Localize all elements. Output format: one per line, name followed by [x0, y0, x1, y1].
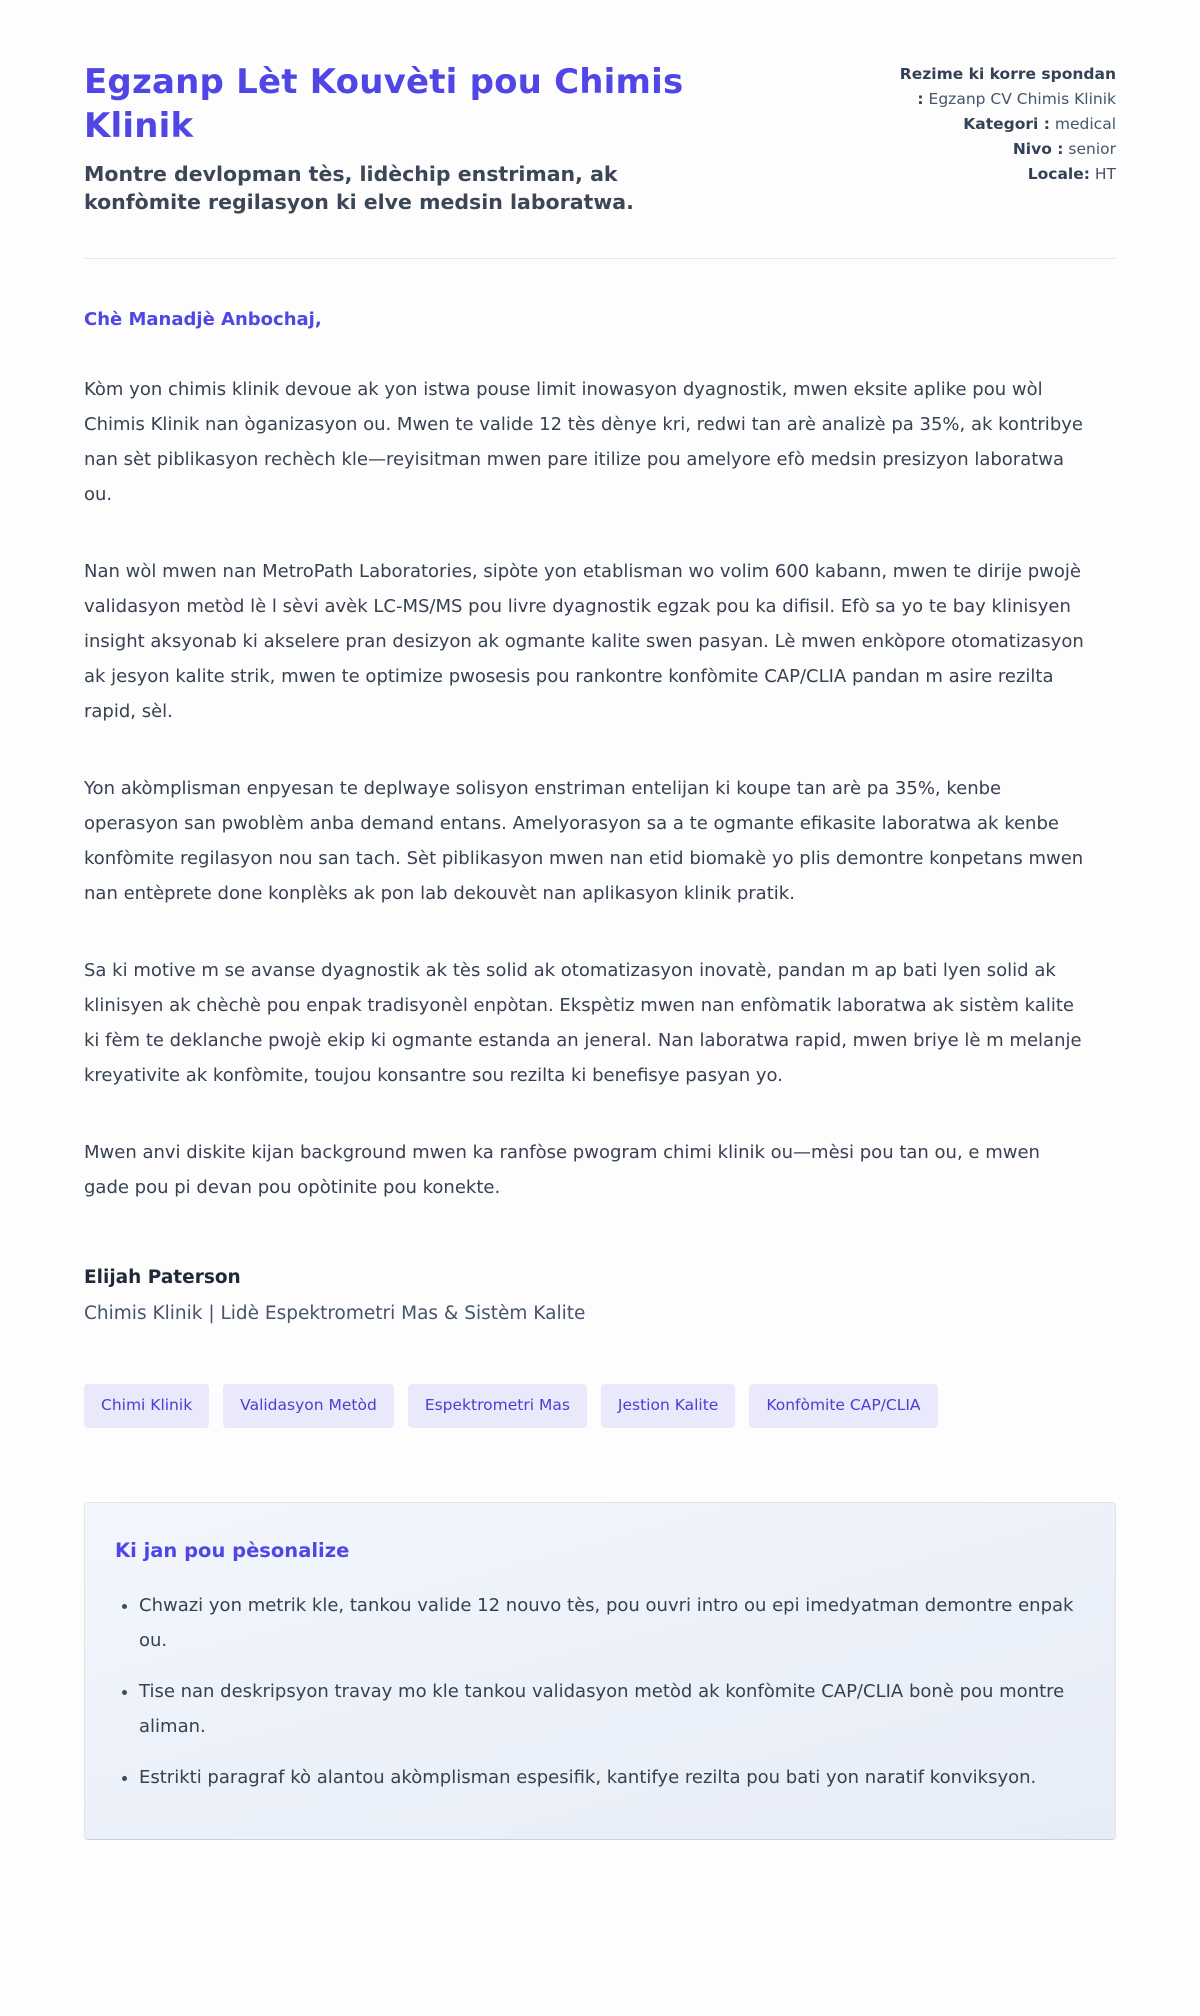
meta-level — [854, 137, 1116, 162]
tag-chip: Validasyon Metòd — [223, 1384, 394, 1428]
meta-resume-colon: : — [917, 90, 924, 108]
signature-name: Elijah Paterson — [84, 1267, 241, 1288]
meta-level-label: Nivo : — [1012, 140, 1064, 158]
tag-chip: Jestion Kalite — [601, 1384, 735, 1428]
tips-heading: Ki jan pou pèsonalize — [115, 1538, 350, 1562]
letter-paragraph: Mwen anvi diskite kijan background mwen ka ranfòse pwogram chimi klinik ou—mèsi pou tan ou, e mwen gade pou pi devan pou opòtinite pou konekte. — [84, 1142, 1040, 1198]
meta-resume-value: Egzanp CV Chimis Klinik — [928, 90, 1116, 108]
page-title: Egzanp Lèt Kouvèti pou Chimis Klinik — [84, 62, 684, 146]
letter-body — [84, 309, 1116, 1324]
tip-item: • Tise nan deskripsyon travay mo kle tankou validasyon metòd ak konfòmite CAP/CLIA bonè pou montre aliman. — [139, 1674, 1075, 1744]
tag-chip: Espektrometri Mas — [408, 1384, 587, 1428]
tips-list — [115, 1588, 1075, 1795]
cover-letter-page — [84, 0, 1116, 1840]
header-divider — [84, 258, 1116, 259]
tag-chip: Chimi Klinik — [84, 1384, 209, 1428]
skill-tags — [84, 1384, 1116, 1428]
title-block — [84, 60, 684, 216]
meta-resume-label: Rezime ki korre spondan — [899, 65, 1116, 83]
meta-category — [854, 112, 1116, 137]
letter-paragraph: Sa ki motive m se avanse dyagnostik ak tès solid ak otomatizasyon inovatè, pandan m ap bati lyen solid ak klinisyen ak chèchè pou enpak tradisyonèl enpòtan. Ekspètiz mwen nan enfòmatik laboratwa ak sistèm kalite ki fèm te deklanche pwojè ekip ki ogmante estanda an jeneral. Nan laboratwa rapid, mwen briye lè m melanje kreyativite ak konfòmite, toujou konsantre sou rezilta ki benefisye pasyan yo. — [84, 960, 1082, 1086]
resume-meta — [854, 60, 1116, 187]
meta-locale — [854, 162, 1116, 187]
meta-level-value: senior — [1068, 140, 1116, 158]
tip-item: • Estrikti paragraf kò alantou akòmplisman espesifik, kantifye rezilta pou bati yon naratif konviksyon. — [139, 1760, 1075, 1795]
signature-block — [84, 1267, 1116, 1324]
letter-paragraph: Yon akòmplisman enpyesan te deplwaye solisyon enstriman entelijan ki koupe tan arè pa 35%, kenbe operasyon san pwoblèm anba demand entans. Amelyorasyon sa a te ogmante efikasite laboratwa ak kenbe konfòmite regilasyon nou san tach. Sèt piblikasyon mwen nan etid biomakè yo plis demontre konpetans mwen nan entèprete done konplèks ak pon lab dekouvèt nan aplikasyon klinik pratik. — [84, 778, 1084, 904]
tag-chip: Konfòmite CAP/CLIA — [749, 1384, 937, 1428]
meta-category-value: medical — [1054, 115, 1116, 133]
signature-role: Chimis Klinik | Lidè Espektrometri Mas & Sistèm Kalite — [84, 1303, 586, 1324]
meta-locale-label: Locale: — [1027, 165, 1090, 183]
page-subtitle: Montre devlopman tès, lidèchip enstriman, ak konfòmite regilasyon ki elve medsin laboratwa. — [84, 162, 634, 214]
letter-paragraph: Kòm yon chimis klinik devoue ak yon istwa pouse limit inowasyon dyagnostik, mwen eksite aplike pou wòl Chimis Klinik nan òganizasyon ou. Mwen te valide 12 tès dènye kri, redwi tan arè analizè pa 35%, ak kontribye nan sèt piblikasyon rechèch kle—reyisitman mwen pare itilize pou amelyore efò medsin presizyon laboratwa ou. — [84, 379, 1083, 505]
personalization-tips-box — [84, 1502, 1116, 1840]
meta-locale-value: HT — [1094, 165, 1116, 183]
letter-paragraph: Nan wòl mwen nan MetroPath Laboratories, sipòte yon etablisman wo volim 600 kabann, mwen te dirije pwojè validasyon metòd lè l sèvi avèk LC-MS/MS pou livre dyagnostik egzak pou ka difisil. Efò sa yo te bay klinisyen insight aksyonab ki akselere pran desizyon ak ogmante kalite swen pasyan. Lè mwen enkòpore otomatizasyon ak jesyon kalite strik, mwen te optimize pwosesis pou rankontre konfòmite CAP/CLIA pandan m asire rezilta rapid, sèl. — [84, 561, 1084, 722]
page-header — [84, 60, 1116, 216]
salutation: Chè Manadjè Anbochaj, — [84, 309, 322, 330]
meta-corresponding-resume — [854, 62, 1116, 112]
meta-category-label: Kategori : — [963, 115, 1050, 133]
tip-item: • Chwazi yon metrik kle, tankou valide 12 nouvo tès, pou ouvri intro ou epi imedyatman demontre enpak ou. — [139, 1588, 1075, 1658]
